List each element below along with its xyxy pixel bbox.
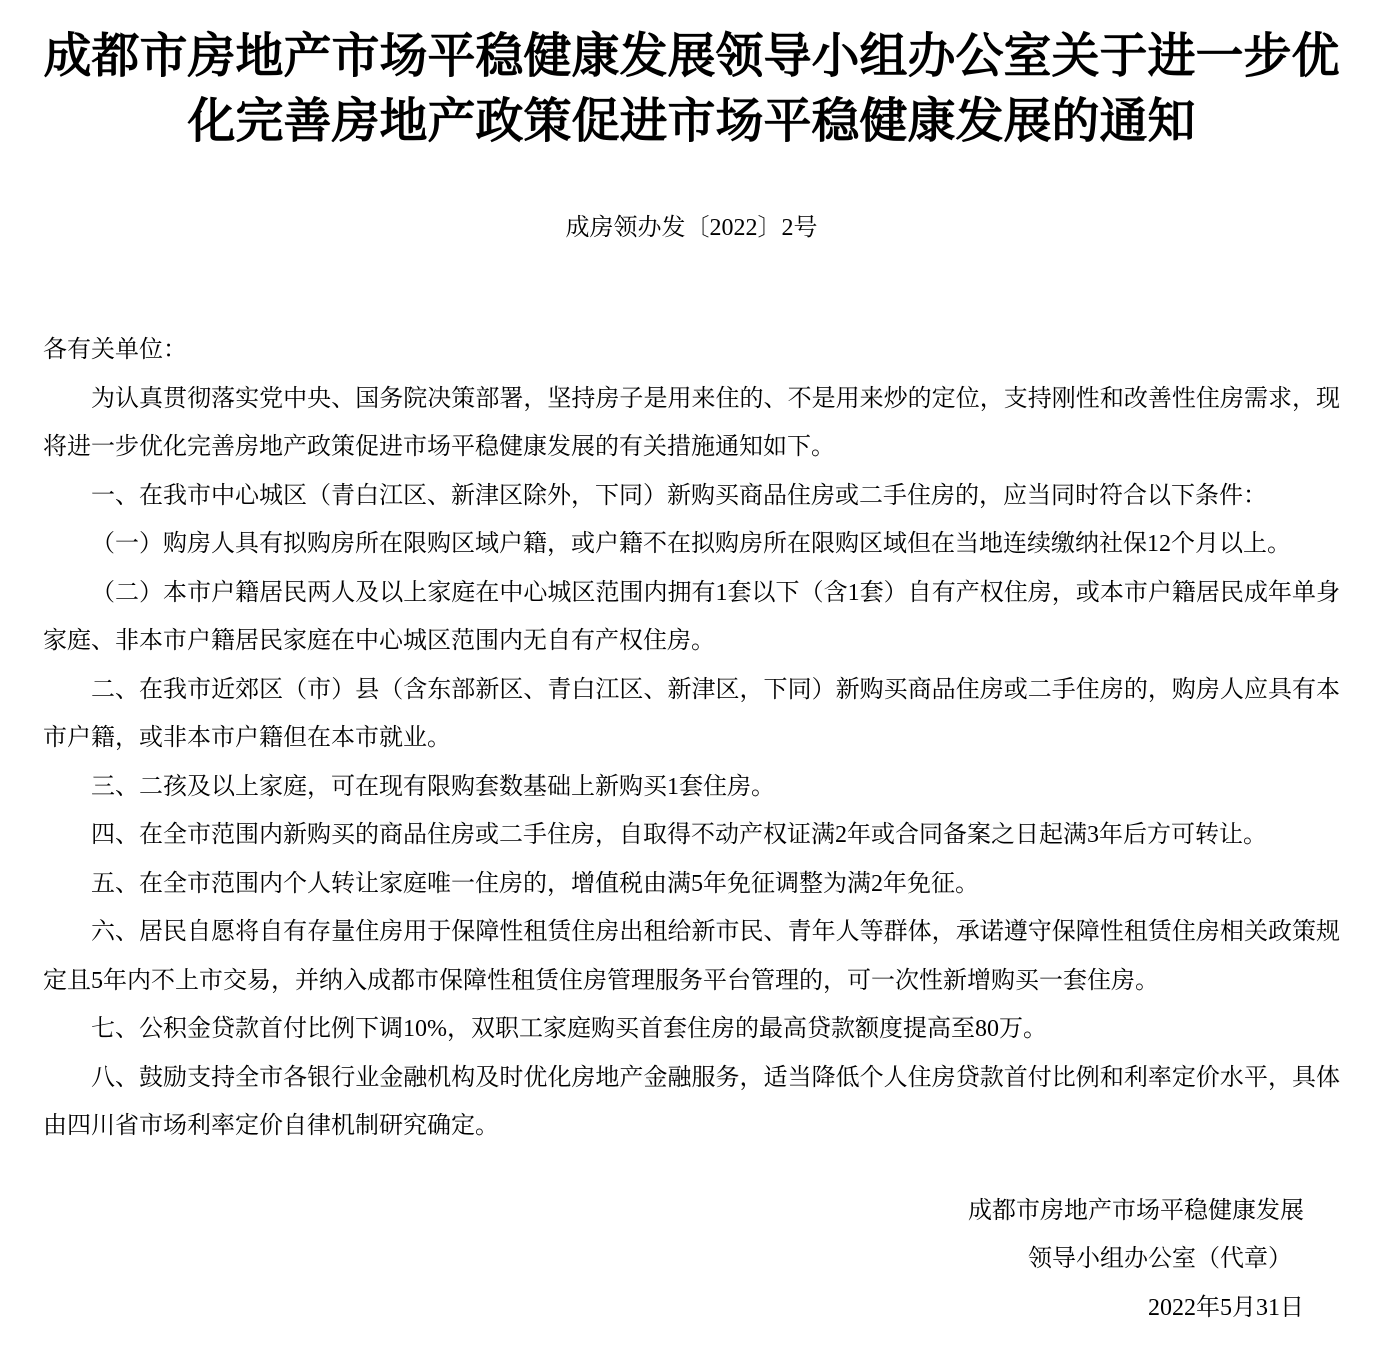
paragraph: 七、公积金贷款首付比例下调10%，双职工家庭购买首套住房的最高贷款额度提高至80万。	[91, 1016, 1047, 1042]
paragraph: （一）购房人具有拟购房所在限购区域户籍，或户籍不在拟购房所在限购区域但在当地连续缴纳社保12个月以上。	[91, 531, 1291, 557]
paragraph: 二、在我市近郊区（市）县（含东部新区、青白江区、新津区，下同）新购买商品住房或二手住房的，购房人应具有本市户籍，或非本市户籍但在本市就业。	[43, 676, 1340, 751]
paragraph: 三、二孩及以上家庭，可在现有限购套数基础上新购买1套住房。	[91, 773, 775, 800]
paragraph: 一、在我市中心城区（青白江区、新津区除外，下同）新购买商品住房或二手住房的，应当同时符合以下条件：	[91, 482, 1267, 509]
document-content	[43, 24, 1340, 1332]
paragraph: 五、在全市范围内个人转让家庭唯一住房的，增值税由满5年免征调整为满2年免征。	[91, 870, 979, 897]
paragraph: 为认真贯彻落实党中央、国务院决策部署，坚持房子是用来住的、不是用来炒的定位，支持刚性和改善性住房需求，现将进一步优化完善房地产政策促进市场平稳健康发展的有关措施通知如下。	[43, 385, 1340, 460]
body-paragraphs	[43, 375, 1340, 1151]
salutation: 各有关单位：	[43, 337, 187, 363]
paragraph: （二）本市户籍居民两人及以上家庭在中心城区范围内拥有1套以下（含1套）自有产权住房，或本市户籍居民成年单身家庭、非本市户籍居民家庭在中心城区范围内无自有产权住房。	[43, 579, 1340, 654]
paragraph: 四、在全市范围内新购买的商品住房或二手住房，自取得不动产权证满2年或合同备案之日起满3年后方可转让。	[91, 822, 1267, 848]
document-title: 成都市房地产市场平稳健康发展领导小组办公室关于进一步优化完善房地产政策促进市场平稳健康发展的通知	[43, 30, 1340, 148]
paragraph: 六、居民自愿将自有存量住房用于保障性租赁住房出租给新市民、青年人等群体，承诺遵守保障性租赁住房相关政策规定且5年内不上市交易，并纳入成都市保障性租赁住房管理服务平台管理的，可一次性新增购买一套住房。	[43, 919, 1340, 994]
paragraph: 八、鼓励支持全市各银行业金融机构及时优化房地产金融服务，适当降低个人住房贷款首付比例和利率定价水平，具体由四川省市场利率定价自律机制研究确定。	[43, 1064, 1340, 1139]
document-number: 成房领办发〔2022〕2号	[565, 215, 818, 241]
signature-org-line1: 成都市房地产市场平稳健康发展	[968, 1197, 1304, 1224]
signature-org-line2: 领导小组办公室（代章）	[1028, 1246, 1292, 1272]
signature-block	[43, 1187, 1304, 1333]
document-body	[43, 326, 1340, 1151]
signature-date: 2022年5月31日	[1148, 1294, 1304, 1321]
